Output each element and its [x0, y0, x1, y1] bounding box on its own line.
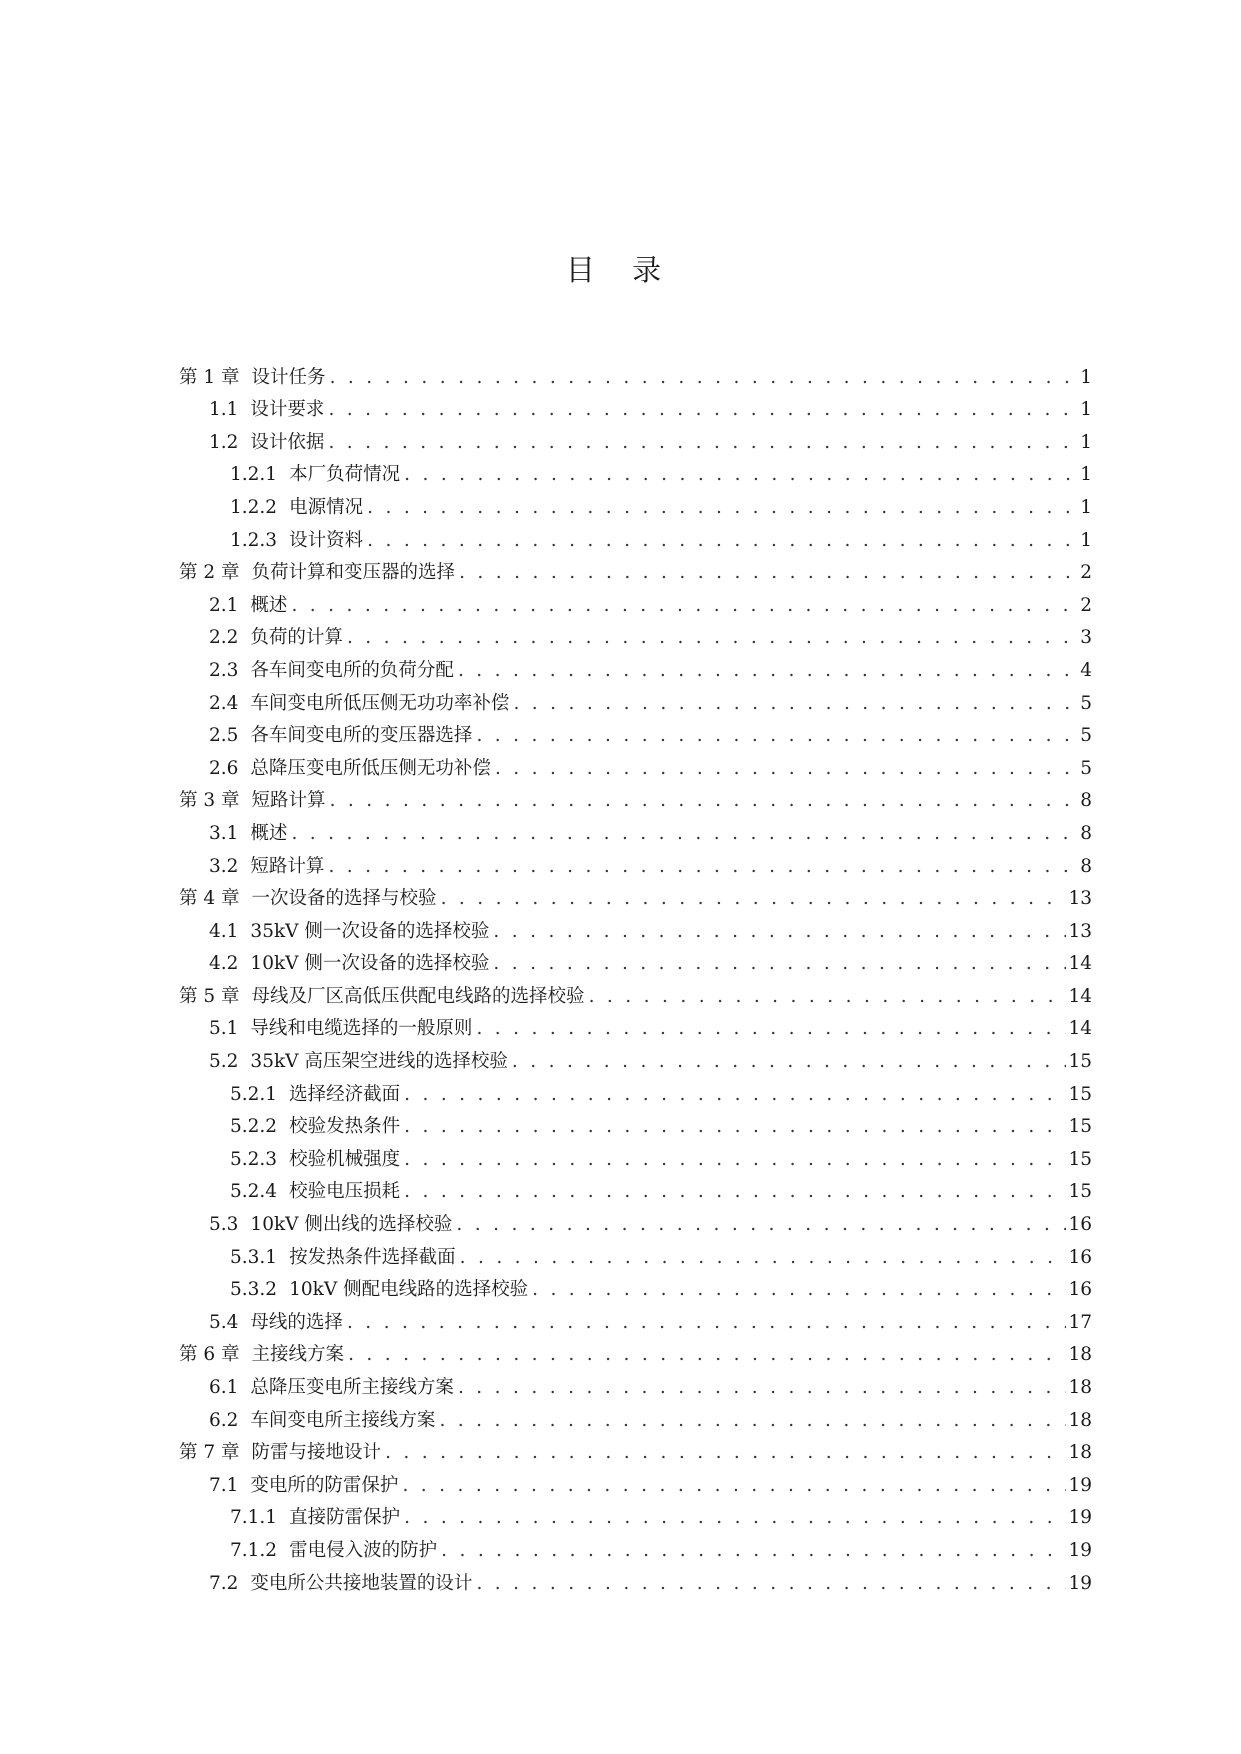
- toc-entry-label: 变电所的防雷保护: [250, 1474, 399, 1496]
- dot-leader: [589, 985, 1067, 1009]
- toc-entry-number: 4.1: [209, 920, 239, 942]
- toc-entry-label: 各车间变电所的负荷分配: [250, 659, 454, 681]
- dot-leader: [367, 496, 1078, 520]
- dot-leader: [404, 1083, 1066, 1107]
- toc-entry-page-number: 3: [1080, 627, 1092, 649]
- toc-entry-page-number: 19: [1068, 1539, 1092, 1561]
- dot-leader: [456, 1213, 1066, 1237]
- toc-entry[interactable]: [179, 1204, 1092, 1237]
- dot-leader: [404, 1506, 1066, 1530]
- toc-entry[interactable]: [179, 879, 1092, 912]
- toc-entry-page-number: 14: [1068, 1018, 1092, 1040]
- toc-entry[interactable]: [179, 390, 1092, 423]
- toc-entry[interactable]: [179, 1433, 1092, 1466]
- toc-entry-number: 第 3 章: [179, 790, 240, 812]
- toc-entry-label: 设计资料: [289, 529, 364, 551]
- toc-entry-page-number: 8: [1080, 855, 1092, 877]
- toc-entry-number: 3.2: [209, 855, 239, 877]
- toc-entry[interactable]: [179, 1172, 1092, 1205]
- toc-entry-page-number: 15: [1068, 1181, 1092, 1203]
- toc-entry[interactable]: [179, 781, 1092, 814]
- toc-entry-label: 负荷的计算: [250, 627, 343, 649]
- dot-leader: [476, 724, 1078, 748]
- toc-entry[interactable]: [179, 748, 1092, 781]
- dot-leader: [476, 1017, 1066, 1041]
- toc-entry-number: 第 6 章: [179, 1344, 240, 1366]
- toc-entry-label: 车间变电所低压侧无功功率补偿: [250, 692, 510, 714]
- toc-entry-label: 防雷与接地设计: [251, 1442, 382, 1464]
- toc-entry-number: 2.5: [209, 725, 239, 747]
- toc-entry[interactable]: [179, 813, 1092, 846]
- toc-entry-label: 本厂负荷情况: [289, 464, 401, 486]
- toc-entry-page-number: 1: [1080, 366, 1092, 388]
- toc-entry[interactable]: [179, 1139, 1092, 1172]
- dot-leader: [330, 366, 1078, 390]
- dot-leader: [291, 822, 1078, 846]
- toc-entry-label: 概述: [250, 822, 288, 844]
- toc-entry-page-number: 19: [1068, 1474, 1092, 1496]
- dot-leader: [404, 1148, 1066, 1172]
- toc-entry-page-number: 5: [1080, 725, 1092, 747]
- dot-leader: [495, 757, 1078, 781]
- dot-leader: [328, 431, 1078, 455]
- toc-entry[interactable]: [179, 1302, 1092, 1335]
- toc-entry-number: 2.6: [209, 757, 239, 779]
- toc-entry-page-number: 18: [1068, 1377, 1092, 1398]
- toc-entry-number: 6.1: [209, 1377, 239, 1398]
- dot-leader: [348, 1343, 1066, 1367]
- toc-entry-label: 设计依据: [250, 431, 325, 453]
- toc-entry-number: 1.2.2: [230, 496, 278, 518]
- toc-entry-label: 10kV 侧配电线路的选择校验: [289, 1279, 529, 1301]
- toc-entry-number: 5.2.2: [230, 1116, 278, 1138]
- toc-entry-number: 第 5 章: [179, 985, 240, 1007]
- toc-entry-label: 一次设备的选择与校验: [251, 888, 437, 910]
- toc-entry[interactable]: [179, 585, 1092, 618]
- toc-entry-page-number: 1: [1080, 431, 1092, 453]
- toc-entry-label: 导线和电缆选择的一般原则: [250, 1018, 473, 1040]
- toc-entry-page-number: 17: [1068, 1311, 1092, 1333]
- toc-entry-label: 10kV 侧出线的选择校验: [250, 1214, 453, 1236]
- toc-entry-label: 母线的选择: [250, 1311, 343, 1333]
- toc-entry-number: 7.2: [209, 1572, 239, 1594]
- dot-leader: [291, 594, 1078, 618]
- dot-leader: [404, 1180, 1066, 1204]
- toc-entry-label: 总降压变电所主接线方案: [250, 1377, 454, 1398]
- dot-leader: [328, 398, 1078, 422]
- dot-leader: [512, 1050, 1067, 1074]
- dot-leader: [459, 561, 1078, 585]
- toc-entry-number: 5.2.3: [230, 1148, 278, 1170]
- page-title: 目 录: [565, 253, 676, 287]
- toc-entry[interactable]: [179, 520, 1092, 553]
- dot-leader: [347, 626, 1078, 650]
- toc-entry-number: 1.2: [209, 431, 239, 453]
- toc-entry[interactable]: [179, 1498, 1092, 1531]
- toc-entry-number: 1.2.3: [230, 529, 278, 551]
- dot-leader: [347, 1311, 1067, 1335]
- toc-entry[interactable]: [179, 553, 1092, 586]
- toc-entry-label: 负荷计算和变压器的选择: [251, 562, 456, 584]
- toc-entry-label: 主接线方案: [251, 1344, 345, 1366]
- toc-entry-number: 第 4 章: [179, 888, 240, 910]
- toc-entry-page-number: 1: [1080, 399, 1092, 421]
- toc-entry-page-number: 5: [1080, 757, 1092, 779]
- toc-entry-page-number: 15: [1068, 1148, 1092, 1170]
- dot-leader: [404, 463, 1078, 487]
- toc-entry-number: 6.2: [209, 1409, 239, 1431]
- toc-entry[interactable]: [179, 1074, 1092, 1107]
- toc-entry[interactable]: [179, 1335, 1092, 1368]
- toc-entry-label: 选择经济截面: [289, 1083, 401, 1105]
- toc-entry-number: 1.1: [209, 399, 239, 421]
- toc-entry-number: 7.1: [209, 1474, 239, 1496]
- toc-entry-number: 3.1: [209, 822, 239, 844]
- dot-leader: [460, 1246, 1067, 1270]
- toc-entry-label: 概述: [250, 594, 288, 616]
- toc-entry[interactable]: [179, 1367, 1092, 1400]
- toc-entry-label: 总降压变电所低压侧无功补偿: [250, 757, 491, 779]
- toc-entry[interactable]: [179, 944, 1092, 977]
- toc-entry-page-number: 16: [1068, 1214, 1092, 1236]
- toc-entry[interactable]: [179, 716, 1092, 749]
- toc-entry-number: 5.2.1: [230, 1083, 278, 1105]
- toc-entry-page-number: 15: [1068, 1083, 1092, 1105]
- toc-entry-page-number: 18: [1068, 1344, 1092, 1366]
- toc-entry[interactable]: [179, 683, 1092, 716]
- toc-entry[interactable]: [179, 357, 1092, 390]
- dot-leader: [330, 789, 1078, 813]
- toc-entry-number: 2.4: [209, 692, 239, 714]
- dot-leader: [441, 1539, 1066, 1563]
- toc-entry-number: 4.2: [209, 953, 239, 975]
- toc-entry-number: 2.1: [209, 594, 239, 616]
- toc-entry[interactable]: [179, 911, 1092, 944]
- toc-entry[interactable]: [179, 1107, 1092, 1140]
- toc-entry[interactable]: [179, 650, 1092, 683]
- toc-entry-label: 设计要求: [250, 399, 325, 421]
- toc-entry-number: 5.3.1: [230, 1246, 278, 1268]
- toc-entry-label: 母线及厂区高低压供配电线路的选择校验: [251, 985, 585, 1007]
- toc-entry-label: 变电所公共接地装置的设计: [250, 1572, 473, 1594]
- dot-leader: [458, 1376, 1067, 1400]
- dot-leader: [385, 1441, 1066, 1465]
- toc-entry-page-number: 5: [1080, 692, 1092, 714]
- dot-leader: [439, 1409, 1066, 1433]
- toc-entry-label: 车间变电所主接线方案: [250, 1409, 436, 1431]
- dot-leader: [328, 855, 1078, 879]
- toc-entry-page-number: 4: [1080, 659, 1092, 681]
- table-of-contents: [179, 357, 1092, 1596]
- toc-entry-page-number: 13: [1068, 920, 1092, 942]
- toc-entry-number: 7.1.2: [230, 1539, 278, 1561]
- toc-entry[interactable]: [179, 487, 1092, 520]
- toc-entry-label: 直接防雷保护: [289, 1507, 401, 1529]
- toc-entry-page-number: 18: [1068, 1409, 1092, 1431]
- toc-entry[interactable]: [179, 422, 1092, 455]
- toc-entry[interactable]: [179, 1400, 1092, 1433]
- toc-entry-page-number: 15: [1068, 1116, 1092, 1138]
- toc-entry[interactable]: [179, 1041, 1092, 1074]
- dot-leader: [404, 1115, 1066, 1139]
- toc-entry[interactable]: [179, 1465, 1092, 1498]
- toc-entry[interactable]: [179, 455, 1092, 488]
- toc-entry-page-number: 19: [1068, 1507, 1092, 1529]
- toc-entry-label: 电源情况: [289, 496, 364, 518]
- toc-entry-number: 5.2.4: [230, 1181, 278, 1203]
- toc-entry-label: 各车间变电所的变压器选择: [250, 725, 473, 747]
- toc-entry-label: 35kV 侧一次设备的选择校验: [250, 920, 490, 942]
- toc-entry[interactable]: [179, 976, 1092, 1009]
- toc-entry-number: 5.4: [209, 1311, 239, 1333]
- toc-entry-label: 校验机械强度: [289, 1148, 401, 1170]
- toc-entry-number: 2.2: [209, 627, 239, 649]
- toc-entry-label: 校验发热条件: [289, 1116, 401, 1138]
- dot-leader: [493, 920, 1066, 944]
- toc-entry-page-number: 1: [1080, 529, 1092, 551]
- toc-entry[interactable]: [179, 1270, 1092, 1303]
- dot-leader: [402, 1474, 1066, 1498]
- dot-leader: [476, 1572, 1066, 1596]
- toc-entry-number: 5.1: [209, 1018, 239, 1040]
- toc-entry-page-number: 16: [1068, 1246, 1092, 1268]
- toc-entry-page-number: 18: [1068, 1442, 1092, 1464]
- toc-entry-label: 10kV 侧一次设备的选择校验: [250, 953, 490, 975]
- toc-entry-label: 短路计算: [251, 790, 326, 812]
- toc-entry-label: 设计任务: [251, 366, 326, 388]
- toc-entry-number: 2.3: [209, 659, 239, 681]
- toc-entry-label: 雷电侵入波的防护: [289, 1539, 438, 1561]
- toc-entry-page-number: 8: [1080, 822, 1092, 844]
- toc-entry-page-number: 1: [1080, 464, 1092, 486]
- toc-entry-page-number: 8: [1080, 790, 1092, 812]
- toc-entry-number: 5.3.2: [230, 1279, 278, 1301]
- toc-entry-page-number: 19: [1068, 1572, 1092, 1594]
- dot-leader: [513, 692, 1078, 716]
- toc-entry-page-number: 2: [1080, 562, 1092, 584]
- toc-entry[interactable]: [179, 1237, 1092, 1270]
- toc-entry-page-number: 2: [1080, 594, 1092, 616]
- toc-entry-number: 5.3: [209, 1214, 239, 1236]
- dot-leader: [458, 659, 1078, 683]
- toc-entry[interactable]: [179, 1009, 1092, 1042]
- toc-entry-number: 第 2 章: [179, 562, 240, 584]
- toc-entry[interactable]: [179, 1530, 1092, 1563]
- toc-entry[interactable]: [179, 846, 1092, 879]
- toc-entry-page-number: 14: [1068, 985, 1092, 1007]
- dot-leader: [441, 887, 1067, 911]
- toc-entry[interactable]: [179, 1563, 1092, 1596]
- toc-entry-page-number: 14: [1068, 953, 1092, 975]
- toc-entry-page-number: 16: [1068, 1279, 1092, 1301]
- toc-entry-number: 1.2.1: [230, 464, 278, 486]
- toc-entry-label: 短路计算: [250, 855, 325, 877]
- toc-entry-page-number: 1: [1080, 496, 1092, 518]
- toc-entry-page-number: 15: [1068, 1051, 1092, 1073]
- toc-entry-page-number: 13: [1068, 888, 1092, 910]
- toc-entry-number: 5.2: [209, 1051, 239, 1073]
- toc-entry[interactable]: [179, 618, 1092, 651]
- toc-entry-number: 第 1 章: [179, 366, 240, 388]
- toc-entry-label: 按发热条件选择截面: [289, 1246, 456, 1268]
- toc-entry-number: 第 7 章: [179, 1442, 240, 1464]
- dot-leader: [532, 1278, 1066, 1302]
- toc-entry-number: 7.1.1: [230, 1507, 278, 1529]
- toc-entry-label: 35kV 高压架空进线的选择校验: [250, 1051, 508, 1073]
- dot-leader: [493, 952, 1066, 976]
- toc-entry-label: 校验电压损耗: [289, 1181, 401, 1203]
- dot-leader: [367, 529, 1078, 553]
